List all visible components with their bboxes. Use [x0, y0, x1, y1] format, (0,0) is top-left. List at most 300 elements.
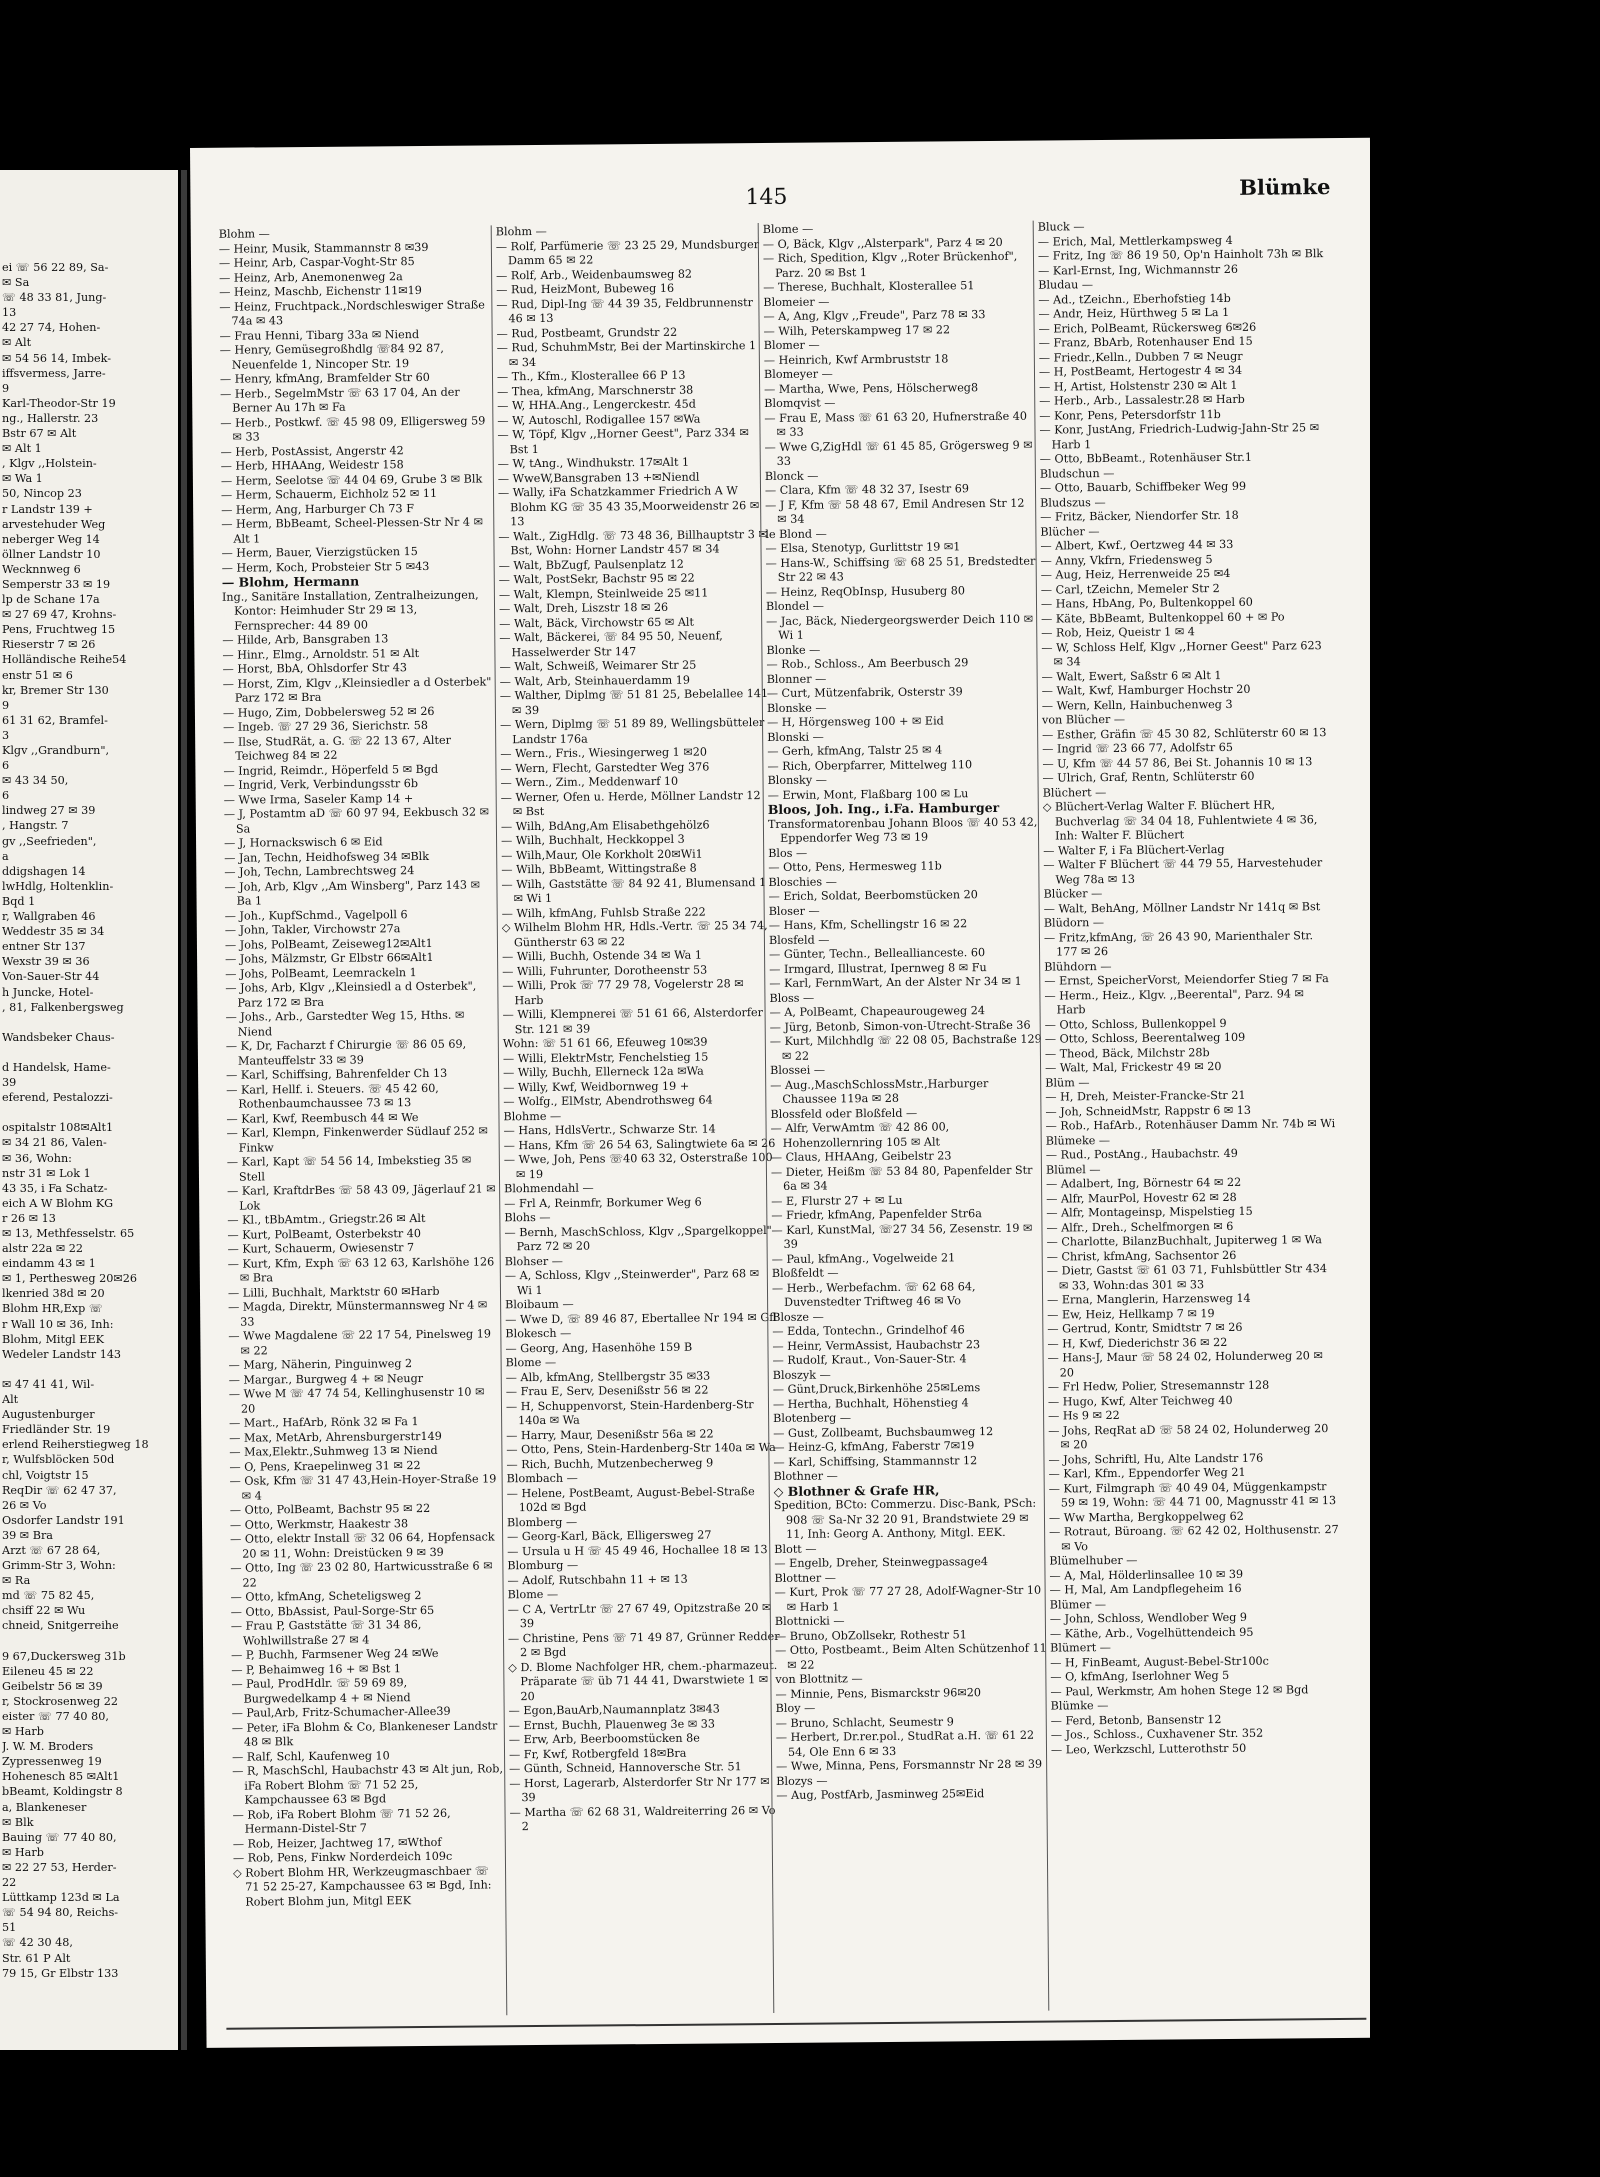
directory-entry: — Heinr, Arb, Caspar-Voght-Str 85 [218, 255, 415, 270]
directory-entry: — Friedr.,Kelln., Dubben 7 ✉ Neugr [1038, 349, 1243, 365]
directory-entry: — Rud, Postbeamt, Grundstr 22 [496, 325, 678, 340]
left-page-line: Bauing ☏ 77 40 80, [2, 1830, 117, 1844]
surname-heading: Blonsky — [767, 773, 827, 787]
directory-entry: — Karl-Ernst, Ing, Wichmannstr 26 [1038, 262, 1239, 278]
directory-entry: — Joh, Techn, Lambrechtsweg 24 [224, 864, 415, 879]
directory-entry: — Frau E, Serv, Desenißstr 56 ✉ 22 [505, 1383, 709, 1399]
surname-heading: Bloßfeldt — [771, 1266, 839, 1280]
directory-entry: — Rob, Heizer, Jachtweg 17, ✉Wthof [232, 1835, 442, 1851]
surname-heading: Blühdorn — [1044, 959, 1112, 974]
business-entry-heading: ◇ Blothner & Grafe HR, [773, 1482, 940, 1499]
directory-entry: — Rich, Buchh, Mutzenbecherweg 9 [506, 1455, 714, 1471]
surname-heading: Blott — [774, 1542, 817, 1556]
directory-entry: — Karl, Schiffsing, Stammannstr 12 [773, 1453, 978, 1469]
directory-entry: — Wilh, kfmAng, Fuhlsb Straße 222 [501, 905, 706, 920]
left-page-line: Augustenburger [2, 1408, 95, 1422]
directory-entry: — Ad., tZeichn., Eberhofstieg 14b [1038, 291, 1231, 307]
directory-entry: — Heinrich, Kwf Armbruststr 18 [763, 351, 949, 367]
directory-entry: — Hans, HdlsVertr., Schwarze Str. 14 [503, 1122, 716, 1138]
directory-entry: — Otto, Ing ☏ 23 02 80, Hartwicusstraße 6 ✉ 22 [230, 1559, 493, 1590]
directory-entry: — Karl, Kwf, Reembusch 44 ✉ We [226, 1110, 419, 1126]
left-page-line: ☏ 42 30 48, [2, 1936, 73, 1950]
directory-entry: — K, Dr, Facharzt f Chirurgie ☏ 86 05 69, Manteuffelstr 33 ✉ 39 [225, 1037, 467, 1068]
surname-heading: Blome — [762, 222, 814, 237]
directory-entry: — Anny, Vkfrn, Friedensweg 5 [1040, 552, 1213, 568]
surname-heading: Blonke — [766, 643, 821, 657]
left-page-line: nstr 31 ✉ Lok 1 [2, 1166, 91, 1180]
directory-entry: — Horst, BbA, Ohlsdorfer Str 43 [222, 661, 408, 676]
left-page-line: Blohm, Mitgl EEK [2, 1332, 104, 1346]
directory-entry: — Paul, Werkmstr, Am hohen Stege 12 ✉ Bgd [1050, 1682, 1309, 1699]
directory-entry: — Walter F, i Fa Blüchert-Verlag [1043, 842, 1225, 858]
directory-entry: — Otto, Werkmstr, Haakestr 38 [229, 1516, 409, 1532]
directory-entry: — Jac, Bäck, Niedergeorgswerder Deich 110 ✉ Wi 1 [766, 612, 1034, 642]
left-page-line: alstr 22a ✉ 22 [2, 1242, 84, 1256]
surname-heading: Blomqvist — [764, 396, 836, 410]
directory-entry: — Paul,Arb, Fritz-Schumacher-Allee39 [231, 1704, 451, 1720]
left-page-line: 79 15, Gr Elbstr 133 [2, 1966, 119, 1980]
directory-entry: — Gertrud, Kontr, Smidtstr 7 ✉ 26 [1047, 1320, 1243, 1336]
directory-entry: — Wern, Kelln, Hainbuchenweg 3 [1041, 697, 1233, 713]
surname-heading: Blottnicki — [774, 1614, 845, 1628]
directory-entry: — Karl, KraftdrBes ☏ 58 43 09, Jägerlauf 21 ✉ Lok [227, 1182, 496, 1213]
directory-entry: — Otto, kfmAng, Scheteligsweg 2 [230, 1589, 422, 1604]
directory-entry: — Erwin, Mont, Flaßbarg 100 ✉ Lu [767, 786, 969, 802]
surname-heading: Blohmendahl — [504, 1181, 594, 1196]
directory-entry: — Ralf, Schl, Kaufenweg 10 [231, 1748, 390, 1764]
left-page-line [2, 1045, 177, 1060]
directory-entry: — Walt, Schweiß, Weimarer Str 25 [499, 658, 697, 674]
directory-entry: — Ew, Heiz, Hellkamp 7 ✉ 19 [1047, 1306, 1215, 1322]
left-page-line: ✉ 54 56 14, Imbek- [2, 351, 112, 365]
left-page-line: 13 [2, 306, 17, 320]
directory-entry: — Magda, Direktr, Münstermannsweg Nr 4 ✉ 33 [228, 1298, 488, 1329]
left-page-line: enstr 51 ✉ 6 [2, 668, 73, 682]
directory-entry: — Rud, HeizMont, Bubeweg 16 [496, 281, 675, 297]
surname-heading: Blohm — [495, 224, 547, 239]
surname-heading: Bluck — [1037, 220, 1085, 234]
directory-entry: — Charlotte, BilanzBuchhalt, Jupiterweg 1 ✉ Wa [1046, 1233, 1322, 1249]
directory-entry: — Alfr., Dreh., Schelfmorgen ✉ 6 [1046, 1219, 1234, 1235]
directory-entry: — Johs, Mälzmstr, Gr Elbstr 66✉Alt1 [225, 950, 434, 966]
surname-heading: Bloser — [768, 904, 820, 918]
surname-heading: Blümer — [1049, 1597, 1107, 1612]
surname-heading: Blokesch — [505, 1326, 572, 1341]
directory-entry: — Walt, Klempn, Steinlweide 25 ✉11 [498, 585, 709, 601]
left-page-line: 43 35, i Fa Schatz- [2, 1181, 108, 1195]
directory-entry: — Andr, Heiz, Hürthweg 5 ✉ La 1 [1038, 305, 1230, 321]
directory-entry: — Walt, Arb, Steinhauerdamm 19 [499, 673, 690, 688]
directory-entry: — Albert, Kwf., Oertzweg 44 ✉ 33 [1040, 537, 1234, 553]
directory-entry: — H, Mal, Am Landpflegeheim 16 [1049, 1581, 1242, 1597]
surname-heading: Blümert — [1050, 1641, 1112, 1655]
directory-entry: — Wwe, Minna, Pens, Forsmannstr Nr 28 ✉ 39 [776, 1757, 1043, 1773]
bottom-rule [226, 2018, 1366, 2030]
left-page-line: 6 [2, 789, 10, 803]
left-page-line: d Handelsk, Hame- [2, 1060, 111, 1074]
directory-entry: — Ferd, Betonb, Bansenstr 12 [1050, 1712, 1222, 1728]
directory-entry: — Willi, Prok ☏ 77 29 78, Vogelerstr 28 ✉ Harb [502, 977, 744, 1007]
directory-entry: — Alb, kfmAng, Stellbergstr 35 ✉33 [505, 1369, 711, 1384]
running-head: Blümke [1239, 174, 1331, 200]
scan-background [1370, 0, 1600, 2177]
directory-entry: — Max, MetArb, Ahrensburgerstr149 [229, 1429, 442, 1445]
surname-heading: Blümke — [1050, 1699, 1109, 1713]
left-page-line: Bqd 1 [2, 894, 36, 908]
directory-entry: — Helene, PostBeamt, August-Bebel-Straße 102d ✉ Bgd [506, 1484, 755, 1515]
directory-entry: — Horst, Lagerarb, Alsterdorfer Str Nr 177 ✉ 39 [509, 1774, 770, 1805]
left-page-fragment [0, 170, 178, 2050]
directory-entry: — Heinz-G, kfmAng, Faberstr 7✉19 [773, 1439, 975, 1454]
directory-entry: — Herm, Schauerm, Eichholz 52 ✉ 11 [220, 486, 438, 502]
directory-entry: — Walt, Ewert, Saßstr 6 ✉ Alt 1 [1041, 668, 1222, 684]
directory-entry: — Rudolf, Kraut., Von-Sauer-Str. 4 [772, 1352, 967, 1367]
surname-heading: Blomburg — [507, 1558, 579, 1573]
directory-entry: — A, Mal, Hölderlinsallee 10 ✉ 39 [1049, 1567, 1244, 1583]
directory-entry: — Otto, PolBeamt, Bachstr 95 ✉ 22 [229, 1501, 431, 1517]
left-page-line: 6 [2, 759, 10, 773]
directory-entry: ◇ Wilhelm Blohm HR, Hdls.-Vertr. ☏ 25 34 74, Güntherstr 63 ✉ 22 [501, 918, 768, 949]
directory-entry: — Günth, Schneid, Hannoversche Str. 51 [509, 1760, 742, 1776]
left-page-line: Weddestr 35 ✉ 34 [2, 925, 105, 939]
directory-entry: — Max,Elektr.,Suhmweg 13 ✉ Niend [229, 1443, 438, 1459]
left-page-line: eindamm 43 ✉ 1 [2, 1257, 96, 1271]
directory-entry: — Walt, BehAng, Möllner Landstr Nr 141q ✉ Bst [1043, 899, 1321, 916]
directory-entry: ◇ D. Blome Nachfolger HR, chem.-pharmazeut. Präparate ☏ üb 71 44 41, Dwarstwiete 1 ✉ 20 [508, 1658, 778, 1703]
directory-entry: — John, Takler, Virchowstr 27a [224, 922, 401, 937]
directory-entry: — R, MaschSchl, Haubachstr 43 ✉ Alt jun, Rob, iFa Robert Blohm ☏ 71 52 25, Kampchaussee 63 ✉ Bgd [232, 1762, 504, 1807]
directory-entry: — Walther, Diplmg ☏ 51 81 25, Bebelallee 141 ✉ 39 [499, 686, 769, 717]
directory-entry: — Willi, Klempnerei ☏ 51 61 66, Alsterdorfer Str. 121 ✉ 39 [502, 1006, 764, 1036]
directory-entry: — Engelb, Dreher, Steinwegpassage4 [774, 1555, 988, 1570]
directory-entry: — W, HHA.Ang., Lengerckestr. 45d [497, 397, 696, 413]
directory-entry: — Karl, Kapt ☏ 54 56 14, Imbekstieg 35 ✉ Stell [226, 1153, 472, 1184]
directory-entry: — Aug, Heiz, Herrenweide 25 ✉4 [1040, 566, 1231, 582]
directory-entry: — Margar., Burgweg 4 + ✉ Neugr [228, 1371, 424, 1387]
directory-entry: — Wilh, BbBeamt, Wittingstraße 8 [501, 861, 697, 877]
directory-entry: — John, Schloss, Wendlober Weg 9 [1049, 1610, 1248, 1626]
directory-entry: — Henry, Gemüsegroßhdlg ☏84 92 87, Neuenfelde 1, Nincoper Str. 19 [219, 341, 444, 372]
directory-entry: — Bruno, Schlacht, Seumestr 9 [775, 1714, 954, 1730]
left-page-column [2, 260, 177, 1981]
directory-entry: — Werner, Ofen u. Herde, Möllner Landstr 12 ✉ Bst [500, 788, 761, 819]
left-page-line: r, Wallgraben 46 [2, 910, 96, 924]
left-page-line: ng., Hallerstr. 23 [2, 411, 99, 425]
directory-entry: — Kurt, Kfm, Exph ☏ 63 12 63, Karlshöhe 126 ✉ Bra [227, 1254, 495, 1285]
left-page-line: Wedeler Landstr 143 [2, 1347, 122, 1361]
left-page-line: 61 31 62, Bramfel- [2, 713, 108, 727]
directory-entry: — Rotraut, Büroang. ☏ 62 42 02, Holthusenstr. 27 ✉ Vo [1049, 1523, 1339, 1553]
directory-entry: — Rich, Oberpfarrer, Mittelweg 110 [767, 757, 973, 773]
directory-entry: — Otto, Schloss, Bullenkoppel 9 [1044, 1016, 1227, 1032]
directory-entry: — Herb., Postkwf. ☏ 45 98 09, Elligersweg 59 ✉ 33 [220, 413, 486, 444]
directory-entry: ◇ Robert Blohm HR, Werkzeugmaschbaer ☏ 71 52 25-27, Kampchaussee 63 ✉ Bgd, Inh: Robert Blohm jun, Mitgl EEK [232, 1863, 492, 1909]
directory-entry: — Kl., tBbAmtm., Griegstr.26 ✉ Alt [227, 1211, 426, 1227]
directory-entry: — Ingrid ☏ 23 66 77, Adolfstr 65 [1042, 740, 1234, 756]
directory-entry: — Herm, Bauer, Vierzigstücken 15 [221, 545, 418, 560]
directory-entry: — Leo, Werkzschl, Lutterothstr 50 [1050, 1741, 1247, 1757]
directory-entry: — Thea, kfmAng, Marschnerstr 38 [497, 383, 694, 398]
surname-heading: Blondel — [765, 599, 824, 613]
left-page-line: Arzt ☏ 67 28 64, [2, 1543, 101, 1557]
surname-heading: Blücker — [1043, 887, 1103, 901]
surname-heading: Bloschies — [768, 874, 837, 889]
left-page-line: 22 [2, 1876, 17, 1890]
surname-heading: Bloss — [769, 991, 815, 1005]
directory-entry: — Wern., Zim., Meddenwarf 10 [500, 774, 679, 790]
directory-entry: — Alfr, MaurPol, Hovestr 62 ✉ 28 [1046, 1190, 1237, 1206]
directory-entry: — H, Artist, Holstenstr 230 ✉ Alt 1 [1039, 378, 1238, 394]
directory-entry: — Herb., SegelmMstr ☏ 63 17 04, An der Berner Au 17h ✉ Fa [220, 385, 460, 415]
left-page-line: Friedländer Str. 19 [2, 1423, 111, 1437]
directory-entry: — Otto, BbAssist, Paul-Sorge-Str 65 [230, 1603, 435, 1619]
directory-entry: — Walter F Blüchert ☏ 44 79 55, Harvestehuder Weg 78a ✉ 13 [1043, 856, 1323, 886]
directory-entry: — W, Schloss Helf, Klgv ,,Horner Geest" Parz 623 ✉ 34 [1041, 638, 1322, 669]
surname-heading: Blomeier — [763, 294, 830, 309]
directory-entry: — Erich, Soldat, Beerbomstücken 20 [768, 888, 978, 903]
surname-heading: Blüchert — [1042, 785, 1107, 800]
directory-entry: — Otto, Bauarb, Schiffbeker Weg 99 [1039, 479, 1247, 495]
surname-heading: Blücher — [1040, 524, 1100, 539]
directory-entry: — Jürg, Betonb, Simon-von-Utrecht-Straße 36 [769, 1018, 1031, 1034]
directory-entry: — Herb., Arb., Lassalestr.28 ✉ Harb [1039, 392, 1245, 408]
directory-entry: — Wilh,Maur, Ole Korkholt 20✉Wi1 [501, 847, 703, 862]
surname-heading: Bludszus — [1040, 495, 1106, 510]
surname-heading: Blonski — [767, 729, 824, 744]
directory-entry: — Fritz, Ing ☏ 86 19 50, Op'n Hainholt 73h ✉ Blk [1037, 247, 1324, 263]
left-page-line: Lüttkamp 123d ✉ La [2, 1891, 120, 1905]
directory-entry: — Karl, KunstMal, ☏27 34 56, Zesenstr. 19 ✉ 39 [771, 1221, 1033, 1251]
directory-entry: — Karl, FernmWart, An der Alster Nr 34 ✉ 1 [769, 974, 1022, 990]
directory-entry: — Paul, kfmAng., Vogelweide 21 [771, 1250, 956, 1266]
surname-heading: Blossfeld oder Bloßfeld — [770, 1106, 918, 1121]
left-page-line: eferend, Pestalozzi- [2, 1091, 113, 1105]
directory-entry: — Hans-J, Maur ☏ 58 24 02, Holunderweg 20 ✉ 20 [1047, 1349, 1323, 1379]
directory-entry: — Rud, Dipl-Ing ☏ 44 39 35, Feldbrunnenstr 46 ✉ 13 [496, 295, 754, 326]
directory-entry: — Hans-W., Schiffsing ☏ 68 25 51, Bredstedter Str 22 ✉ 43 [765, 554, 1036, 584]
directory-entry: — Herbert, Dr.rer.pol., StudRat a.H. ☏ 61 22 54, Ole Enn 6 ✉ 33 [775, 1728, 1035, 1759]
left-page-line: ✉ 13, Methfesselstr. 65 [2, 1227, 135, 1240]
directory-entry: — Christine, Pens ☏ 71 49 87, Grünner Redder 2 ✉ Bgd [507, 1629, 780, 1660]
directory-entry: — O, Bäck, Klgv ,,Alsterpark", Parz 4 ✉ 20 [762, 235, 1003, 251]
left-page-line: 51 [2, 1921, 17, 1935]
surname-heading: Blomer — [763, 338, 820, 353]
directory-entry: — Rob, Pens, Finkw Norderdeich 109c [232, 1849, 453, 1865]
directory-entry: — Johs, PolBeamt, Leemrackeln 1 [225, 965, 417, 981]
directory-entry: — Wern, Flecht, Garstedter Weg 376 [500, 759, 710, 775]
surname-heading: Bloszyk — [772, 1367, 831, 1382]
directory-entry: — Ww Martha, Bergkoppelweg 62 [1048, 1509, 1244, 1525]
directory-entry: — Hilde, Arb, Bansgraben 13 [222, 632, 389, 647]
directory-entry: — Heinz, Arb, Anemonenweg 2a [219, 269, 403, 285]
directory-entry: — Otto, Schloss, Beerentalweg 109 [1044, 1030, 1246, 1046]
surname-heading: Blohs — [504, 1210, 551, 1225]
left-page-line: ei ☏ 56 22 89, Sa- [2, 261, 109, 274]
left-page-line: öllner Landstr 10 [2, 547, 101, 561]
left-page-line: ReqDir ☏ 62 47 37, [2, 1483, 117, 1497]
directory-entry: — Harry, Maur, Desenißstr 56a ✉ 22 [506, 1426, 714, 1442]
directory-entry: — Konr, JustAng, Friedrich-Ludwig-Jahn-Str 25 ✉ Harb 1 [1039, 421, 1320, 451]
left-page-line: 42 27 74, Hohen- [2, 321, 101, 335]
directory-entry: — Ingrid, Reimdr., Höperfeld 5 ✉ Bgd [223, 762, 439, 778]
directory-entry: — J, Postamtm aD ☏ 60 97 94, Eekbusch 32 ✉ Sa [223, 805, 490, 836]
surname-heading: Blomeyer — [763, 367, 833, 381]
directory-entry: — Herb., Werbefachm. ☏ 62 68 64, Duvenstedter Triftweg 46 ✉ Vo [771, 1279, 976, 1309]
left-page-line: bBeamt, Koldingstr 8 [2, 1785, 123, 1799]
left-page-line: 3 [2, 728, 10, 742]
left-page-line: eich A W Blohm KG [2, 1196, 114, 1210]
directory-entry: — Lilli, Buchhalt, Marktstr 60 ✉Harb [227, 1284, 440, 1300]
left-page-line: lindweg 27 ✉ 39 [2, 804, 96, 818]
directory-entry: — Otto, Postbeamt., Beim Alten Schützenhof 11 ✉ 22 [775, 1641, 1047, 1672]
directory-entry: — Herm., Heiz., Klgv. ,,Beerental", Parz. 94 ✉ Harb [1044, 986, 1304, 1017]
surname-heading: Blümelhuber — [1049, 1553, 1138, 1568]
surname-heading: Blohme — [503, 1109, 562, 1123]
left-page-line: r, Wulfsblöcken 50d [2, 1453, 115, 1467]
directory-entry: — Hans, HbAng, Po, Bultenkoppel 60 [1040, 595, 1253, 611]
directory-entry: — Karl, Schiffsing, Bahrenfelder Ch 13 [226, 1066, 448, 1082]
directory-entry: — Jos., Schloss., Cuxhavener Str. 352 [1050, 1726, 1264, 1742]
directory-entry: — Aug, PostfArb, Jasminweg 25✉Eid [776, 1787, 985, 1802]
directory-entry: — E, Flurstr 27 + ✉ Lu [771, 1193, 903, 1208]
directory-entry: — Karl, Klempn, Finkenwerder Südlauf 252 ✉ Finkw [226, 1124, 488, 1155]
left-page-line: chl, Voigtstr 15 [2, 1468, 89, 1482]
surname-heading: Blotenberg — [773, 1411, 852, 1425]
directory-entry: — Herm, Seelotse ☏ 44 04 69, Grube 3 ✉ Blk [220, 471, 483, 488]
left-page-line: ✉ 22 27 53, Herder- [2, 1860, 117, 1874]
directory-entry: — U, Kfm ☏ 44 57 86, Bei St. Johannis 10 ✉ 13 [1042, 754, 1313, 771]
directory-entry: — Alfr, VerwAmtm ☏ 42 86 00, Hohenzollernring 105 ✉ Alt [770, 1120, 950, 1150]
directory-entry: — Hugo, Zim, Dobbelersweg 52 ✉ 26 [222, 704, 435, 720]
directory-column-1 [219, 225, 506, 1909]
directory-entry: Transformatorenbau Johann Bloos ☏ 40 53 42, Eppendorfer Weg 73 ✉ 19 [767, 815, 1038, 845]
directory-entry: — Rob., Schloss., Am Beerbusch 29 [766, 656, 969, 671]
left-page-line: a [2, 849, 9, 863]
directory-entry: — A, PolBeamt, Chapeaurougeweg 24 [769, 1004, 985, 1019]
left-page-line: h Juncke, Hotel- [2, 985, 94, 999]
directory-entry: — Ulrich, Graf, Rentn, Schlüterstr 60 [1042, 769, 1255, 785]
directory-entry: — Erw, Arb, Beerboomstücken 8e [508, 1731, 700, 1747]
surname-heading: Blozys — [776, 1773, 828, 1788]
directory-entry: — Kurt, Prok ☏ 77 27 28, Adolf-Wagner-Str 10 ✉ Harb 1 [774, 1583, 1042, 1614]
directory-entry: — Herb, PostAssist, Angerstr 42 [220, 443, 404, 459]
directory-entry: — Elsa, Stenotyp, Gurlittstr 19 ✉1 [765, 540, 961, 555]
directory-entry: — Martha ☏ 62 68 31, Waldreiterring 26 ✉ Vo 2 [509, 1803, 776, 1834]
surname-heading: Blümel — [1045, 1162, 1101, 1177]
left-page-line: ✉ 36, Wohn: [2, 1151, 72, 1165]
directory-entry: — Walt, Bäck, Virchowstr 65 ✉ Alt [499, 615, 694, 630]
directory-entry: — Rob, iFa Robert Blohm ☏ 71 52 26, Hermann-Distel-Str 7 [232, 1806, 451, 1836]
directory-entry: — Johs, PolBeamt, Zeiseweg12✉Alt1 [224, 936, 433, 952]
directory-entry: — Martha, Wwe, Pens, Hölscherweg8 [764, 380, 979, 396]
left-page-line: Blohm HR,Exp ☏ [2, 1302, 103, 1316]
left-page-line: ✉ 1, Perthesweg 20✉26 [2, 1272, 137, 1286]
surname-heading: Blonske — [766, 700, 827, 715]
left-page-line [2, 1015, 177, 1030]
directory-entry: — Rob., HafArb., Rotenhäuser Damm Nr. 74b ✉ Wi [1045, 1117, 1336, 1133]
left-page-line: Alt [2, 1393, 19, 1407]
directory-entry: — Willy, Buchh, Ellerneck 12a ✉Wa [503, 1064, 704, 1080]
left-page-line: chsiff 22 ✉ Wu [2, 1604, 86, 1618]
directory-entry: — Peter, iFa Blohm & Co, Blankeneser Landstr 48 ✉ Blk [231, 1718, 498, 1749]
surname-heading: Blohser — [504, 1254, 563, 1268]
directory-entry: — Wwe G,ZigHdl ☏ 61 45 85, Grögersweg 9 ✉ 33 [764, 438, 1033, 468]
directory-entry: — Karl, Kfm., Eppendorfer Weg 21 [1048, 1465, 1246, 1481]
directory-entry: — Joh., KupfSchmd., Vagelpoll 6 [224, 907, 408, 923]
left-page-line: Wecknnweg 6 [2, 562, 81, 576]
directory-entry: ◇ Blüchert-Verlag Walter F. Blüchert HR, Buchverlag ☏ 34 04 18, Fuhlentwiete 4 ✉ 36, Inh: Walter F. Blüchert [1042, 798, 1318, 843]
directory-entry: — Hans, Kfm ☏ 26 54 63, Salingtwiete 6a ✉ 26 [503, 1136, 776, 1152]
directory-entry: — Ingeb. ☏ 27 29 36, Sierichstr. 58 [222, 718, 428, 734]
directory-entry: — Minnie, Pens, Bismarckstr 96✉20 [775, 1685, 981, 1701]
left-page-line: ✉ Wa 1 [2, 472, 43, 486]
directory-entry: — Herm, Ang, Harburger Ch 73 F [221, 501, 415, 517]
directory-entry: — Heinr, VermAssist, Haubachstr 23 [772, 1337, 981, 1353]
directory-entry: — Adalbert, Ing, Börnestr 64 ✉ 22 [1046, 1175, 1242, 1191]
left-page-line: , 81, Falkenbergsweg [2, 1000, 124, 1014]
directory-entry: — H, FinBeamt, August-Bebel-Str100c [1050, 1654, 1269, 1670]
left-page-line: lp de Schane 17a [2, 593, 100, 607]
left-page-line: r, Stockrosenweg 22 [2, 1694, 118, 1708]
directory-entry: — Fritz,kfmAng, ☏ 26 43 90, Marienthaler Str. 177 ✉ 26 [1043, 928, 1314, 959]
left-page-line: ospitalstr 108✉Alt1 [2, 1121, 114, 1135]
directory-entry: Wohn: ☏ 51 61 66, Efeuweg 10✉39 [502, 1035, 708, 1051]
directory-entry: — W, tAng., Windhukstr. 17✉Alt 1 [497, 455, 690, 471]
directory-entry: — Heinz, ReqObInsp, Husuberg 80 [765, 583, 966, 599]
surname-heading: Blosze — [772, 1310, 824, 1324]
left-page-line: Pens, Fruchtweg 15 [2, 623, 116, 637]
left-page-line: Str. 61 P Alt [2, 1951, 71, 1965]
directory-entry: — WweW,Bansgraben 13 +✉Niendl [497, 470, 700, 485]
directory-column-2 [496, 223, 782, 1835]
directory-entry: — Bruno, ObZollsekr, Rothestr 51 [774, 1627, 967, 1643]
directory-entry: — Käte, BbBeamt, Bultenkoppel 60 + ✉ Po [1041, 609, 1285, 626]
surname-heading: von Blottnitz — [775, 1672, 863, 1686]
left-page-line: ✉ Blk [2, 1815, 34, 1829]
directory-entry: — Wilh, Gaststätte ☏ 84 92 41, Blumensand 1 ✉ Wi 1 [501, 875, 767, 906]
left-page-line: Bstr 67 ✉ Alt [2, 427, 77, 441]
left-page-line: lkenried 38d ✉ 20 [2, 1287, 105, 1301]
directory-entry: — P, Buchh, Farmsener Weg 24 ✉We [231, 1646, 439, 1662]
directory-entry: — Mart., HafArb, Rönk 32 ✉ Fa 1 [229, 1415, 419, 1430]
left-page-line: 26 ✉ Vo [2, 1498, 47, 1512]
left-page-line: iffsvermess, Jarre- [2, 366, 106, 380]
directory-entry: — Konr, Pens, Petersdorfstr 11b [1039, 407, 1221, 423]
left-page-line: kr, Bremer Str 130 [2, 683, 109, 697]
directory-entry: — Rolf, Arb., Weidenbaumsweg 82 [496, 267, 693, 282]
directory-entry: — Wilh, BdAng,Am Elisabethgehölz6 [500, 817, 710, 833]
directory-entry: — Franz, BbArb, Rotenhauser End 15 [1038, 334, 1253, 350]
directory-entry: — C A, VertrLtr ☏ 27 67 49, Opitzstraße 20 ✉ 39 [507, 1600, 772, 1631]
directory-entry: — Adolf, Rutschbahn 11 + ✉ 13 [507, 1572, 688, 1587]
directory-entry: — Georg-Karl, Bäck, Elligersweg 27 [507, 1528, 712, 1544]
directory-entry: — Hans, Kfm, Schellingstr 16 ✉ 22 [768, 917, 968, 932]
surname-heading: Blosfeld — [768, 932, 830, 947]
directory-entry: — Karl, Hellf. i. Steuers. ☏ 45 42 60, Rothenbaumchaussee 73 ✉ 13 [226, 1081, 439, 1111]
directory-entry: — Otto, BbBeamt., Rotenhäuser Str.1 [1039, 450, 1252, 466]
directory-entry: — Käthe, Arb., Vogelhüttendeich 95 [1049, 1625, 1254, 1641]
directory-entry: — Wwe Irma, Saseler Kamp 14 + [223, 791, 414, 807]
left-page-line: Wandsbeker Chaus- [2, 1030, 115, 1044]
directory-entry: — Willi, Fuhrunter, Dorotheenstr 53 [502, 963, 708, 978]
directory-entry: — Ingrid, Verk, Verbindungsstr 6b [223, 777, 419, 792]
surname-heading: Blome — [507, 1587, 559, 1602]
left-page-line: neberger Weg 14 [2, 532, 100, 546]
directory-entry: — Ursula u H ☏ 45 49 46, Hochallee 18 ✉ 13 [507, 1542, 768, 1558]
directory-entry: — Herb, HHAAng, Weidestr 158 [220, 458, 404, 473]
directory-entry: — Therese, Buchhalt, Klosterallee 51 [763, 279, 975, 295]
directory-entry: — Walt, Kwf, Hamburger Hochstr 20 [1041, 682, 1251, 698]
